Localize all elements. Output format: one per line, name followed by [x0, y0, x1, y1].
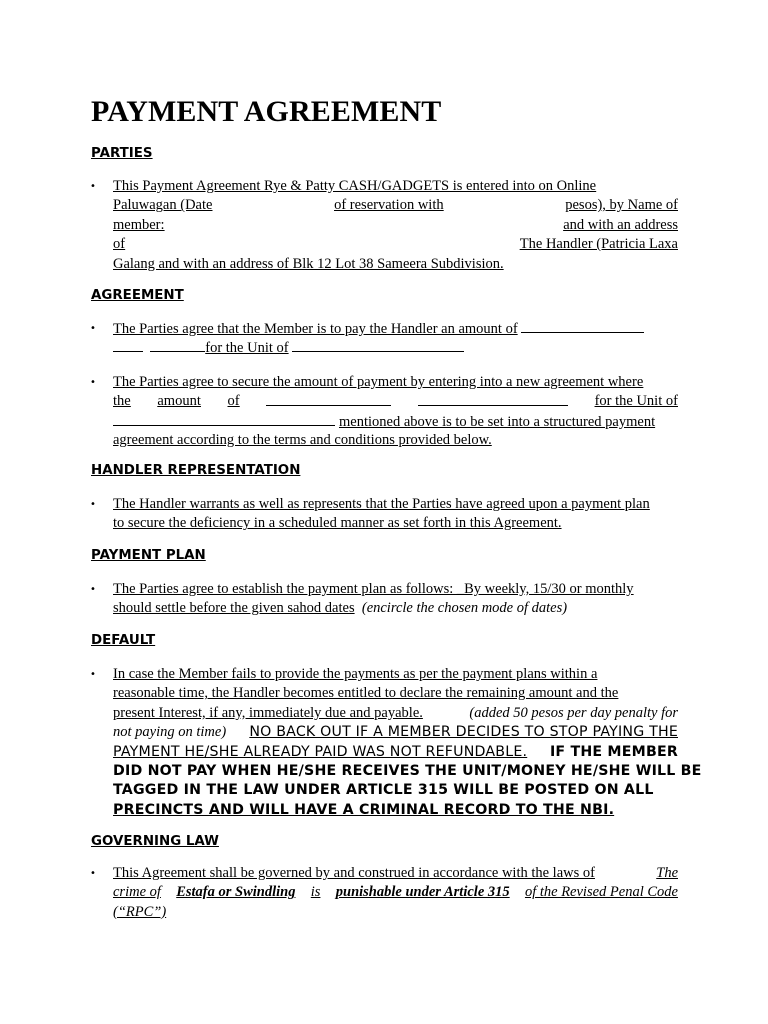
document-title: PAYMENT AGREEMENT: [91, 95, 442, 128]
text-line: Paluwagan (Date of reservation with pesos), by Name of: [113, 197, 678, 214]
blank-line: [113, 338, 143, 352]
parties-paragraph: [113, 177, 678, 274]
text-line: Galang and with an address of Blk 12 Lot 38 Sameera Subdivision.: [113, 255, 504, 272]
section-heading-governing-law: GOVERNING LAW: [91, 834, 219, 849]
text-line: The Parties agree to establish the payment plan as follows: _By weekly, 15/30 or monthly: [113, 581, 634, 597]
agreement-paragraph-1: The Parties agree that the Member is to pay the Handler an amount of for the Unit of: [113, 319, 678, 358]
section-heading-agreement: AGREEMENT: [91, 288, 184, 303]
text-line: member: and with an address: [113, 216, 678, 233]
payment-plan-paragraph: The Parties agree to establish the payment plan as follows: _By weekly, 15/30 or monthly should settle before the given sahod dates (encircle the chosen mode of dates): [113, 580, 678, 619]
agreement-paragraph-2: The Parties agree to secure the amount of payment by entering into a new agreement where the amount of for the Unit of mentioned above is to be set into a structured payment agreement according to the terms and conditions provided below.: [113, 373, 678, 451]
blank-line: [292, 338, 464, 352]
text-line: This Payment Agreement Rye & Patty CASH/GADGETS is entered into on Online: [113, 178, 597, 194]
bullet-icon: •: [90, 181, 96, 192]
blank-line: [266, 392, 391, 406]
bullet-icon: •: [90, 377, 96, 388]
blank-line: [521, 319, 644, 333]
text-line: the amount of for the Unit of: [113, 393, 678, 410]
text-line: PRECINCTS AND WILL HAVE A CRIMINAL RECORD TO THE NBI.: [113, 801, 615, 818]
text-line: reasonable time, the Handler becomes entitled to declare the remaining amount and the: [113, 685, 619, 702]
bullet-icon: •: [90, 584, 96, 595]
section-heading-payment-plan: PAYMENT PLAN: [91, 548, 206, 563]
text-line: In case the Member fails to provide the payments as per the payment plans within a: [113, 666, 598, 682]
default-paragraph: In case the Member fails to provide the payments as per the payment plans within a reasonable time, the Handler becomes entitled to declare the remaining amount and the present Interest, if any, immediately due and payable. (added 50 pesos per day penalty for not paying on time) NO BACK OUT IF A MEMBER DECIDES TO STOP PAYING THE PAYMENT HE/SHE ALREADY PAID WAS NOT REFUNDABLE. IF THE MEMBER DID NOT PAY WHEN HE/SHE RECEIVES THE UNIT/MONEY HE/SHE WILL BE TAGGED IN THE LAW UNDER ARTICLE 315 WILL BE POSTED ON ALL PRECINCTS AND WILL HAVE A CRIMINAL RECORD TO THE NBI.: [113, 665, 678, 820]
text-line: The Parties agree to secure the amount of payment by entering into a new agreement where: [113, 374, 644, 390]
text-line: (“RPC”): [113, 903, 167, 920]
governing-law-paragraph: This Agreement shall be governed by and construed in accordance with the laws of The crime of Estafa or Swindling is punishable under Article 315 of the Revised Penal Code (“RPC”): [113, 864, 678, 922]
bullet-icon: •: [90, 499, 96, 510]
blank-line: [150, 338, 205, 352]
section-heading-default: DEFAULT: [91, 633, 156, 648]
bullet-icon: •: [90, 323, 96, 334]
text-line: DID NOT PAY WHEN HE/SHE RECEIVES THE UNIT/MONEY HE/SHE WILL BE: [113, 762, 702, 779]
blank-line: [113, 412, 335, 426]
section-heading-parties: PARTIES: [91, 146, 153, 161]
section-heading-handler: HANDLER REPRESENTATION: [91, 463, 301, 478]
text-line: agreement according to the terms and conditions provided below.: [113, 432, 492, 449]
bullet-icon: •: [90, 868, 96, 879]
text-line: to secure the deficiency in a scheduled manner as set forth in this Agreement.: [113, 515, 562, 532]
text-line: of The Handler (Patricia Laxa: [113, 236, 678, 253]
bullet-icon: •: [90, 669, 96, 680]
text-line: TAGGED IN THE LAW UNDER ARTICLE 315 WILL BE POSTED ON ALL: [113, 782, 654, 799]
handler-paragraph: [113, 495, 678, 534]
text-line: The Handler warrants as well as represents that the Parties have agreed upon a payment plan: [113, 496, 650, 512]
blank-line: [418, 392, 568, 406]
